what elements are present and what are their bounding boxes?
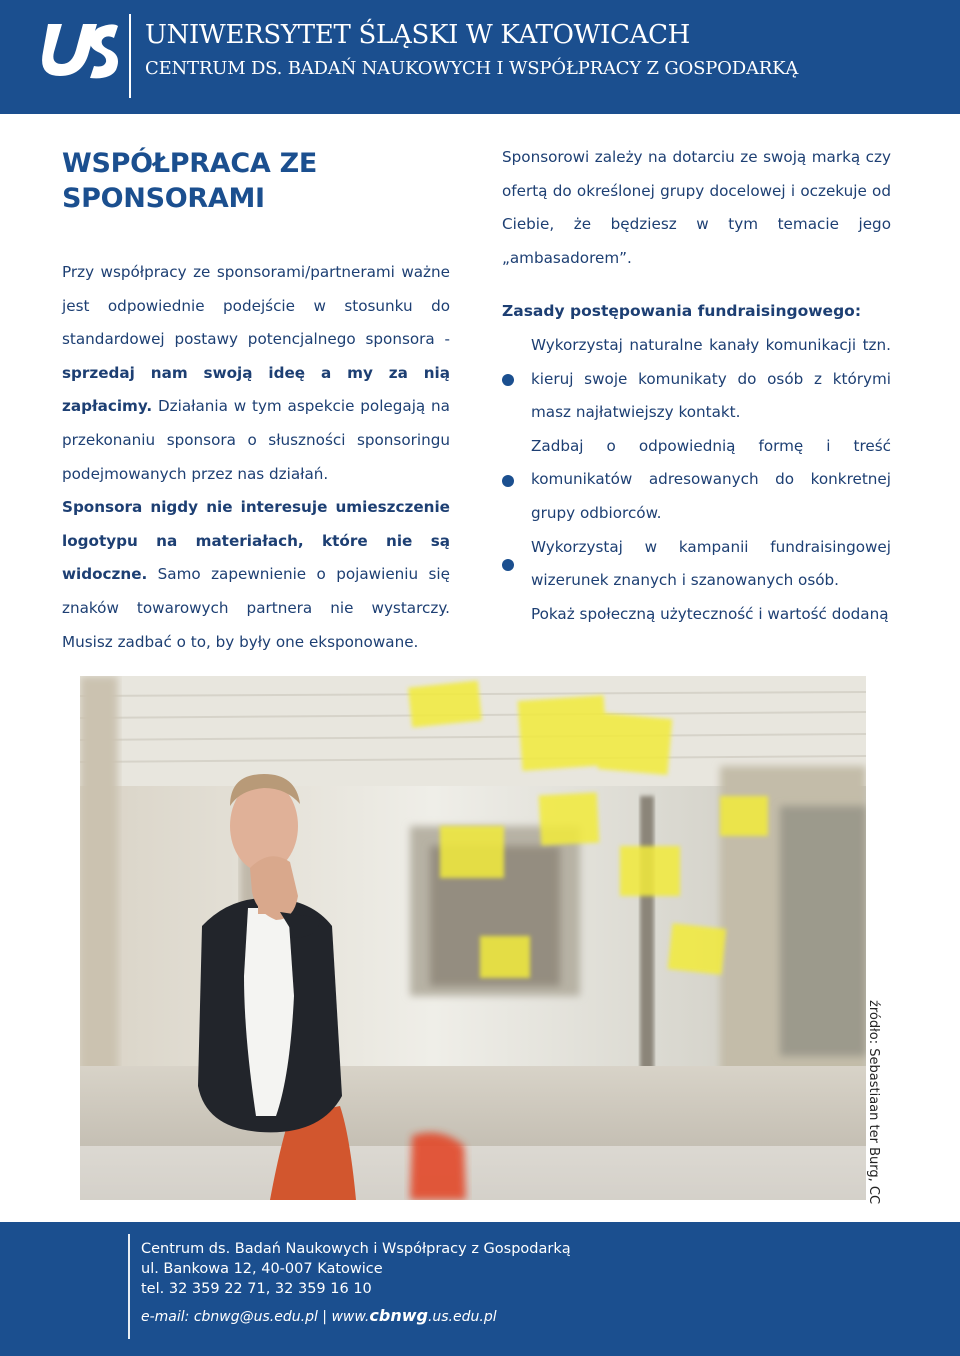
university-name: UNIWERSYTET ŚLĄSKI W KATOWICACH — [145, 20, 691, 50]
bullet-icon — [502, 475, 514, 487]
rule-item — [502, 598, 891, 632]
rule-item — [502, 430, 891, 531]
page-title: WSPÓŁPRACA ZE SPONSORAMI — [62, 148, 318, 214]
header-divider — [129, 14, 131, 98]
website-suffix: .us.edu.pl — [427, 1309, 497, 1325]
rule-item — [502, 531, 891, 598]
visibility-emphasis: Sponsora nigdy nie interesuje umieszczenie logotypu na materiałach, które nie są widoczne. — [62, 498, 450, 584]
website-brand: cbnwg — [369, 1306, 428, 1325]
footer-separator: | — [322, 1309, 328, 1325]
bullet-icon — [502, 374, 514, 386]
centre-name: CENTRUM DS. BADAŃ NAUKOWYCH I WSPÓŁPRACY Z GOSPODARKĄ — [145, 58, 799, 79]
paragraph-logo-visibility — [62, 491, 450, 659]
right-column — [502, 141, 891, 631]
rule-text: Wykorzystaj w kampanii fundraisingowej wizerunek znanych i szanowanych osób. — [531, 537, 891, 590]
office-photo-illustration — [80, 676, 866, 1200]
approach-emphasis: sprzedaj nam swoją ideę a my za nią zapłacimy. — [62, 363, 450, 416]
left-column — [62, 256, 450, 659]
sponsor-intro: Sponsorowi zależy na dotarciu ze swoją marką czy ofertą do określonej grupy docelowej i oczekuje od Ciebie, że będziesz w tym temacie jego „ambasadorem”. — [502, 148, 891, 267]
footer-website[interactable] — [331, 1306, 497, 1325]
footer-phone: tel. 32 359 22 71, 32 359 16 10 — [141, 1281, 372, 1297]
footer-divider — [128, 1234, 130, 1339]
rule-item — [502, 329, 891, 430]
footer-street: ul. Bankowa 12, 40-007 Katowice — [141, 1261, 383, 1277]
approach-text-cont: Działania w tym aspekcie polegają na przekonaniu sponsora o słuszności sponsoringu podejmowanych przez nas działań. — [62, 397, 450, 483]
footer-contact — [141, 1306, 497, 1325]
visibility-text: Samo zapewnienie o pojawieniu się znaków towarowych partnera nie wystarczy. Musisz zadbać o to, by były one eksponowane. — [62, 565, 450, 651]
approach-text: Przy współpracy ze sponsorami/partnerami ważne jest odpowiednie podejście w stosunku do standardowej postawy potencjalnego sponsora - — [62, 263, 450, 349]
page-footer — [0, 1222, 960, 1356]
photo-credit: źródło: Sebastiaan ter Burg, CC — [866, 1000, 881, 1205]
rule-text: Wykorzystaj naturalne kanały komunikacji tzn. kieruj swoje komunikaty do osób z którymi masz najłatwiejszy kontakt. — [531, 335, 891, 422]
footer-address — [141, 1239, 571, 1299]
paragraph-approach — [62, 256, 450, 491]
footer-email[interactable]: e-mail: cbnwg@us.edu.pl — [141, 1309, 318, 1325]
us-logo-icon — [40, 18, 120, 82]
page-header — [0, 0, 960, 114]
footer-centre-name: Centrum ds. Badań Naukowych i Współpracy z Gospodarką — [141, 1241, 571, 1257]
website-prefix: www. — [331, 1309, 370, 1325]
rule-text: Zadbaj o odpowiednią formę i treść komunikatów adresowanych do konkretnej grupy odbiorców. — [531, 436, 891, 522]
rules-heading: Zasady postępowania fundraisingowego: — [502, 302, 862, 321]
rule-text: Pokaż społeczną użyteczność i wartość dodaną — [531, 604, 889, 623]
office-photo — [80, 676, 866, 1200]
bullet-icon — [502, 559, 514, 571]
